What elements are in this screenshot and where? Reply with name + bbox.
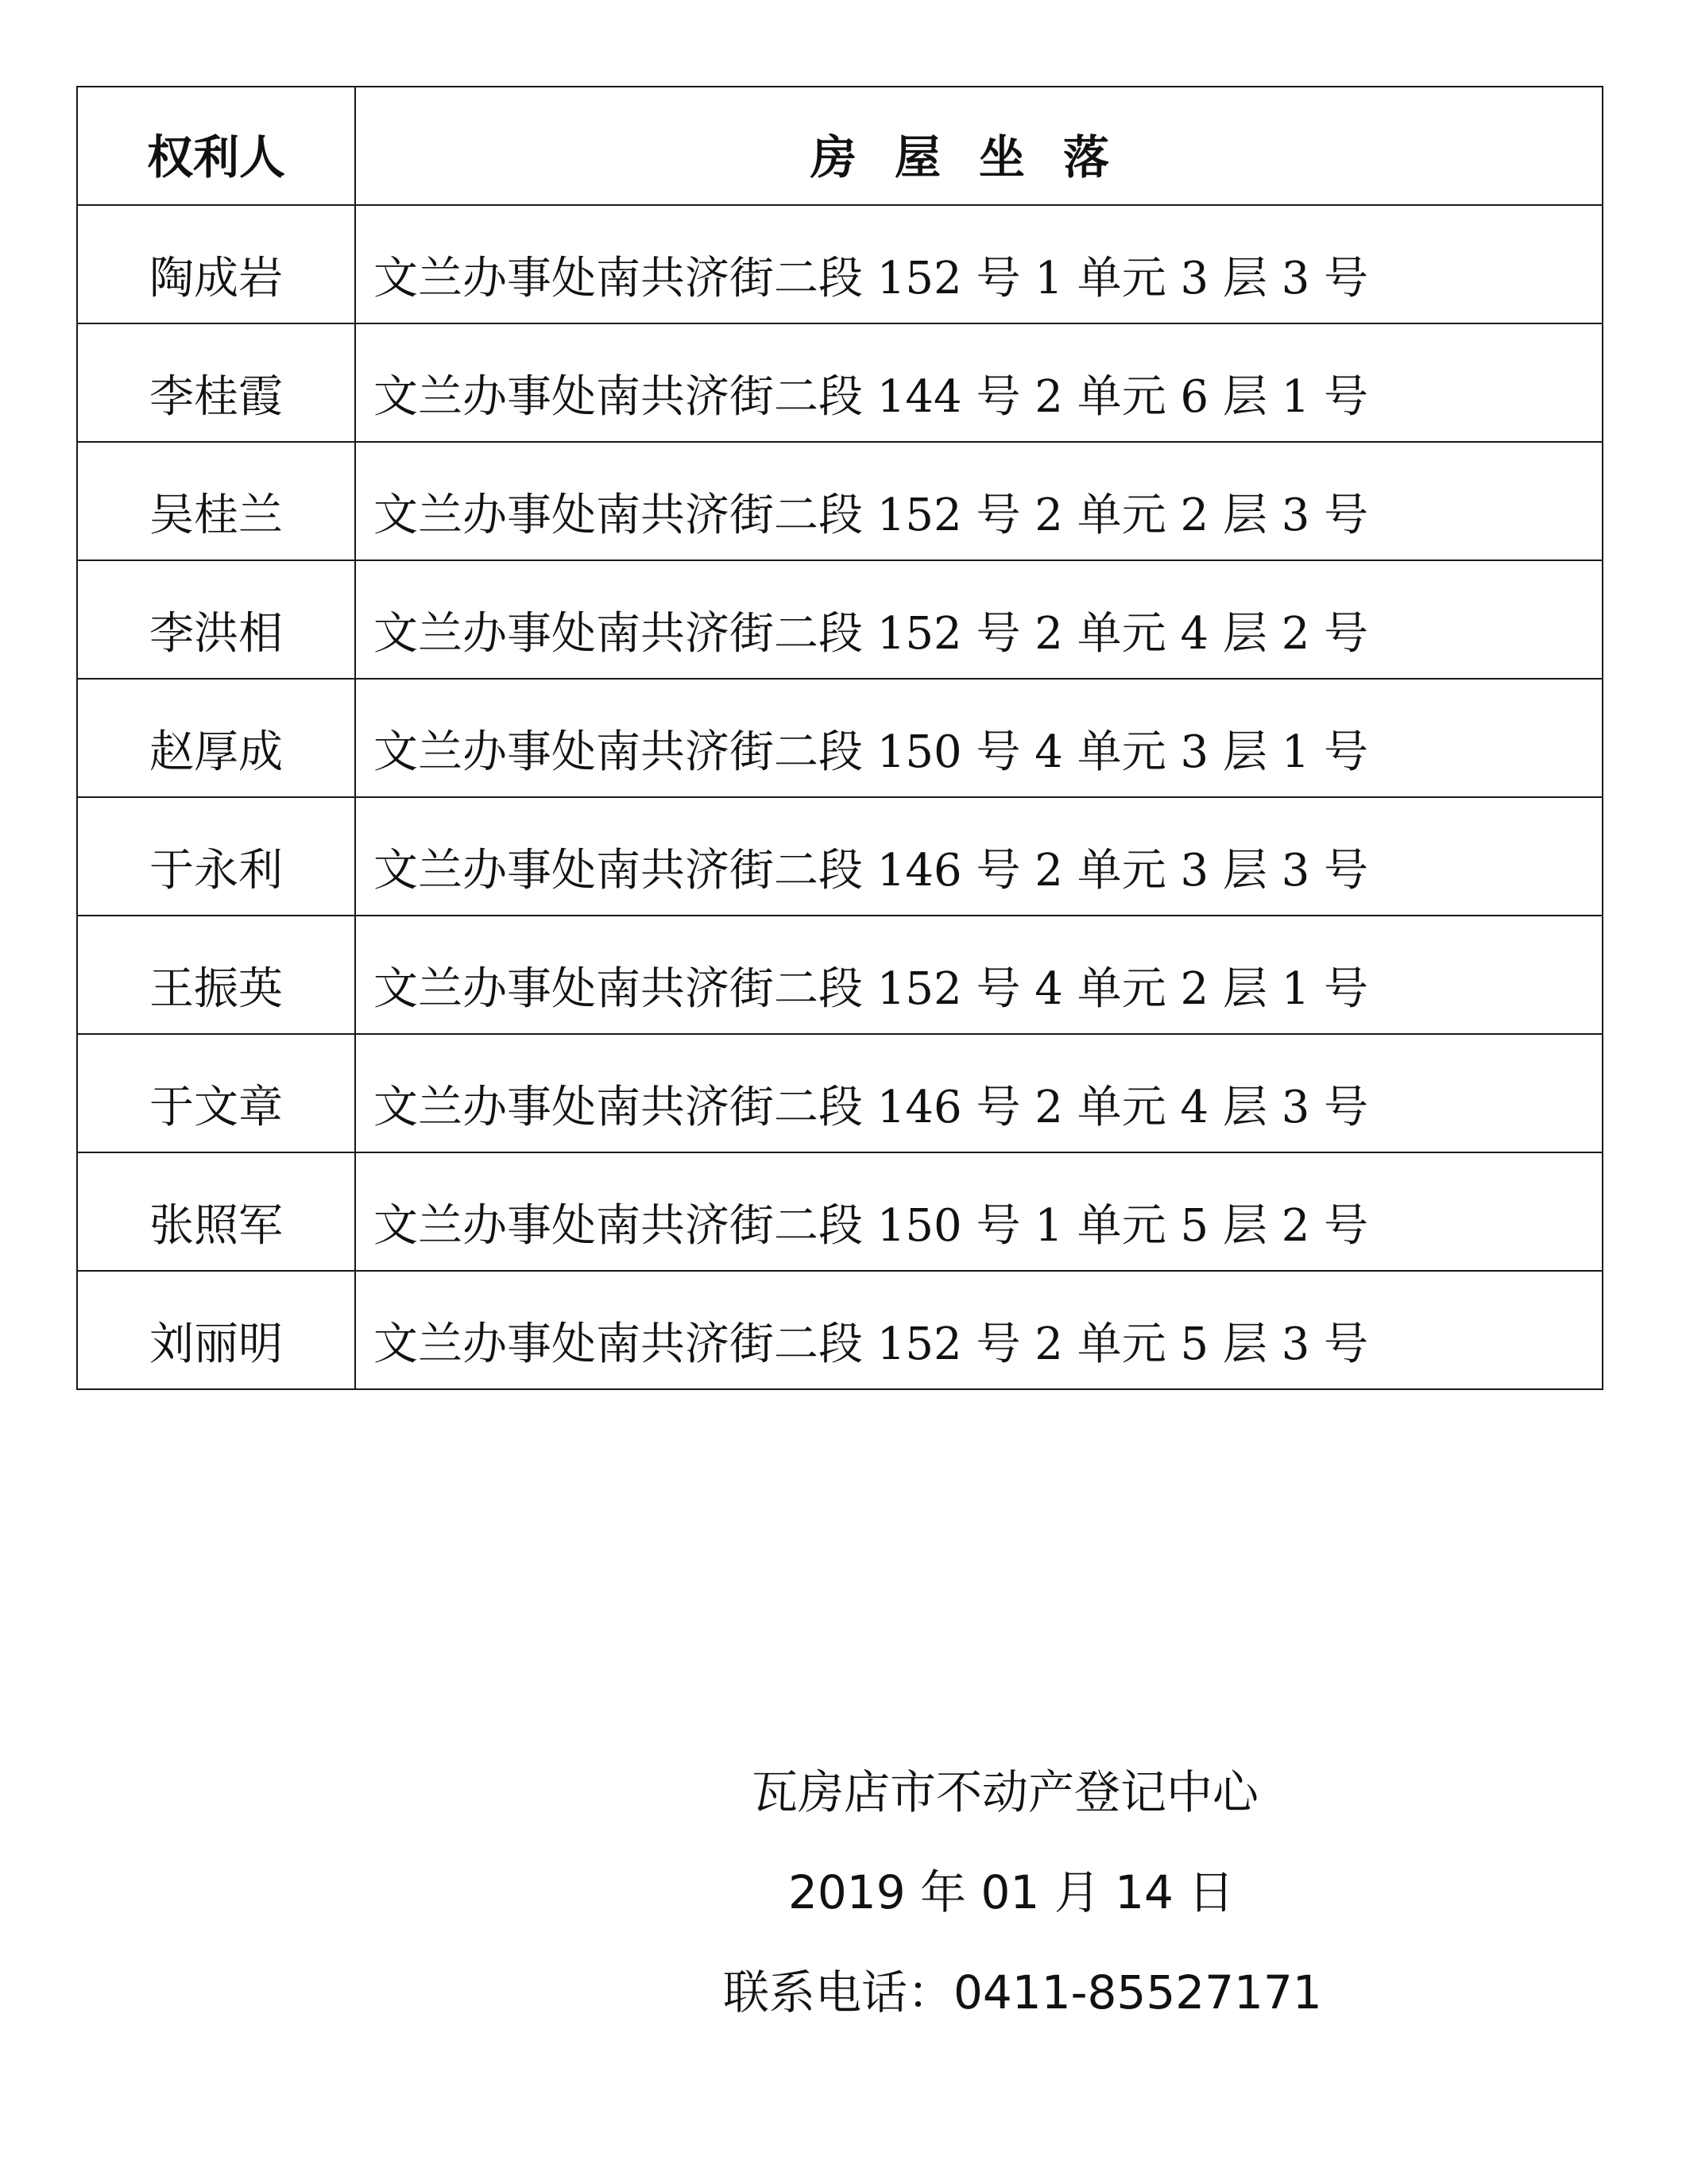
owner-cell: 赵厚成 [77,679,355,797]
owner-cell: 李桂霞 [77,323,355,442]
table-row [77,679,1603,797]
table-row [77,442,1603,560]
owner-location-table [76,86,1603,1390]
location-cell: 文兰办事处南共济街二段 152 号 2 单元 4 层 2 号 [355,560,1603,679]
location-cell: 文兰办事处南共济街二段 152 号 1 单元 3 层 3 号 [355,205,1603,323]
issuing-organization: 瓦房店市不动产登记中心 [752,1765,1259,1819]
location-cell: 文兰办事处南共济街二段 144 号 2 单元 6 层 1 号 [355,323,1603,442]
location-cell: 文兰办事处南共济街二段 150 号 4 单元 3 层 1 号 [355,679,1603,797]
owner-cell: 于永利 [77,797,355,916]
owner-cell: 张照军 [77,1152,355,1271]
contact-phone: 联系电话：0411-85527171 [723,1965,1322,2019]
owner-cell: 刘丽明 [77,1271,355,1389]
table-row [77,1271,1603,1389]
location-cell: 文兰办事处南共济街二段 152 号 4 单元 2 层 1 号 [355,916,1603,1034]
owner-cell: 吴桂兰 [77,442,355,560]
location-cell: 文兰办事处南共济街二段 150 号 1 单元 5 层 2 号 [355,1152,1603,1271]
owner-cell: 李洪相 [77,560,355,679]
owner-cell: 陶成岩 [77,205,355,323]
location-cell: 文兰办事处南共济街二段 152 号 2 单元 2 层 3 号 [355,442,1603,560]
issue-date: 2019 年 01 月 14 日 [788,1865,1235,1919]
table-row [77,205,1603,323]
table-row [77,1034,1603,1152]
location-column-header: 房屋坐落 [355,87,1603,205]
location-cell: 文兰办事处南共济街二段 152 号 2 单元 5 层 3 号 [355,1271,1603,1389]
location-cell: 文兰办事处南共济街二段 146 号 2 单元 3 层 3 号 [355,797,1603,916]
owner-cell: 于文章 [77,1034,355,1152]
table-row [77,916,1603,1034]
table-row [77,560,1603,679]
table-header-row [77,87,1603,205]
owner-cell: 王振英 [77,916,355,1034]
table-row [77,1152,1603,1271]
owner-column-header: 权利人 [77,87,355,205]
table-row [77,797,1603,916]
location-cell: 文兰办事处南共济街二段 146 号 2 单元 4 层 3 号 [355,1034,1603,1152]
table-row [77,323,1603,442]
